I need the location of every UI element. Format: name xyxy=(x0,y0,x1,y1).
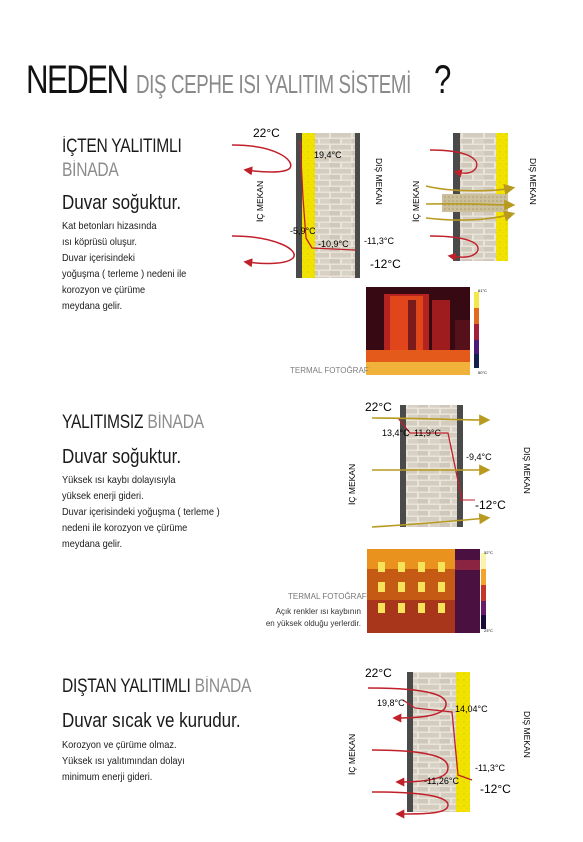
section2-thermal-note: Açık renkler ısı kaybının en yüksek olduğu yerlerdir. xyxy=(265,607,361,628)
temp-label: -5,9°C xyxy=(290,226,316,236)
scale-max: 52°C xyxy=(484,550,493,555)
section3-title: DIŞTAN YALITIMLI BİNADA xyxy=(62,676,252,697)
inside-label: İÇ MEKAN xyxy=(411,180,421,222)
section1-thermal-photo xyxy=(366,287,487,375)
title-question: ? xyxy=(433,58,452,102)
temp-label: 11,9°C xyxy=(414,428,441,438)
temp-inside: 22°C xyxy=(365,400,392,414)
outside-label: DIŞ MEKAN xyxy=(528,158,538,205)
temp-label: 19,4°C xyxy=(314,150,342,160)
section2-thermal-caption: TERMAL FOTOĞRAF xyxy=(288,592,367,601)
temp-label: -11,3°C xyxy=(475,763,505,773)
outside-label: DIŞ MEKAN xyxy=(522,447,532,494)
temp-outside: -12°C xyxy=(370,257,401,271)
inside-label: İÇ MEKAN xyxy=(347,463,357,505)
scale-min: 23°C xyxy=(484,628,493,633)
temp-label: 14,04°C xyxy=(455,704,488,714)
brick-wall xyxy=(406,405,457,527)
temp-inside: 22°C xyxy=(365,666,392,680)
thermal-caption: TERMAL FOTOĞRAF xyxy=(290,366,369,375)
section2-thermal-photo xyxy=(367,549,494,633)
temp-label: 19,8°C xyxy=(377,698,405,708)
inside-label: İÇ MEKAN xyxy=(255,180,265,222)
temp-outside: -12°C xyxy=(480,782,511,796)
section1-body: Kat betonları hizasında ısı köprüsü oluşur. Duvar içerisindeki yoğuşma ( terleme ) nedeni ile korozyon ve çürüme meydana gelir. xyxy=(62,220,187,312)
section2-body: Yüksek ısı kaybı dolayısıyla yüksek enerji gideri. Duvar içerisindeki yoğuşma ( terleme ) nedeni ile korozyon ve çürüme meydana gelir. xyxy=(62,474,220,550)
section1-subtitle: Duvar soğuktur. xyxy=(62,192,182,214)
temp-label: -11,3°C xyxy=(364,236,394,246)
temp-label: -9,4°C xyxy=(466,452,492,462)
brick-wall xyxy=(413,672,456,812)
section3-wall-diagram xyxy=(368,672,472,814)
title-neden: NEDEN xyxy=(26,58,128,102)
section3-body: Korozyon ve çürüme olmaz. Yüksek ısı yalıtımından dolayı minimum enerji gideri. xyxy=(62,739,185,783)
temp-label: -10,9°C xyxy=(318,239,349,249)
temp-inside: 22°C xyxy=(253,126,280,140)
section2-title: YALITIMSIZ BİNADA xyxy=(62,412,204,433)
section1-title: İÇTEN YALITIMLI xyxy=(62,136,182,157)
inside-label: İÇ MEKAN xyxy=(347,733,357,775)
title-system: DIŞ CEPHE ISI YALITIM SİSTEMİ xyxy=(136,69,411,99)
temp-label: -11,26°C xyxy=(424,776,459,786)
temp-outside: -12°C xyxy=(475,498,506,512)
section2-wall-diagram xyxy=(372,405,487,527)
section3-subtitle: Duvar sıcak ve kurudur. xyxy=(62,710,241,732)
insulation-layer xyxy=(456,672,470,812)
scale-min: 50°C xyxy=(478,370,487,375)
section1-title-b: BİNADA xyxy=(62,160,119,181)
section1-bridge-diagram xyxy=(426,133,512,261)
temp-label: 13,4°C xyxy=(382,428,410,438)
heat-arrow xyxy=(232,145,291,172)
outside-label: DIŞ MEKAN xyxy=(374,158,384,205)
heat-arrow xyxy=(232,236,294,263)
section2-subtitle: Duvar soğuktur. xyxy=(62,446,182,468)
scale-max: 61°C xyxy=(478,288,487,293)
outside-label: DIŞ MEKAN xyxy=(522,711,532,758)
